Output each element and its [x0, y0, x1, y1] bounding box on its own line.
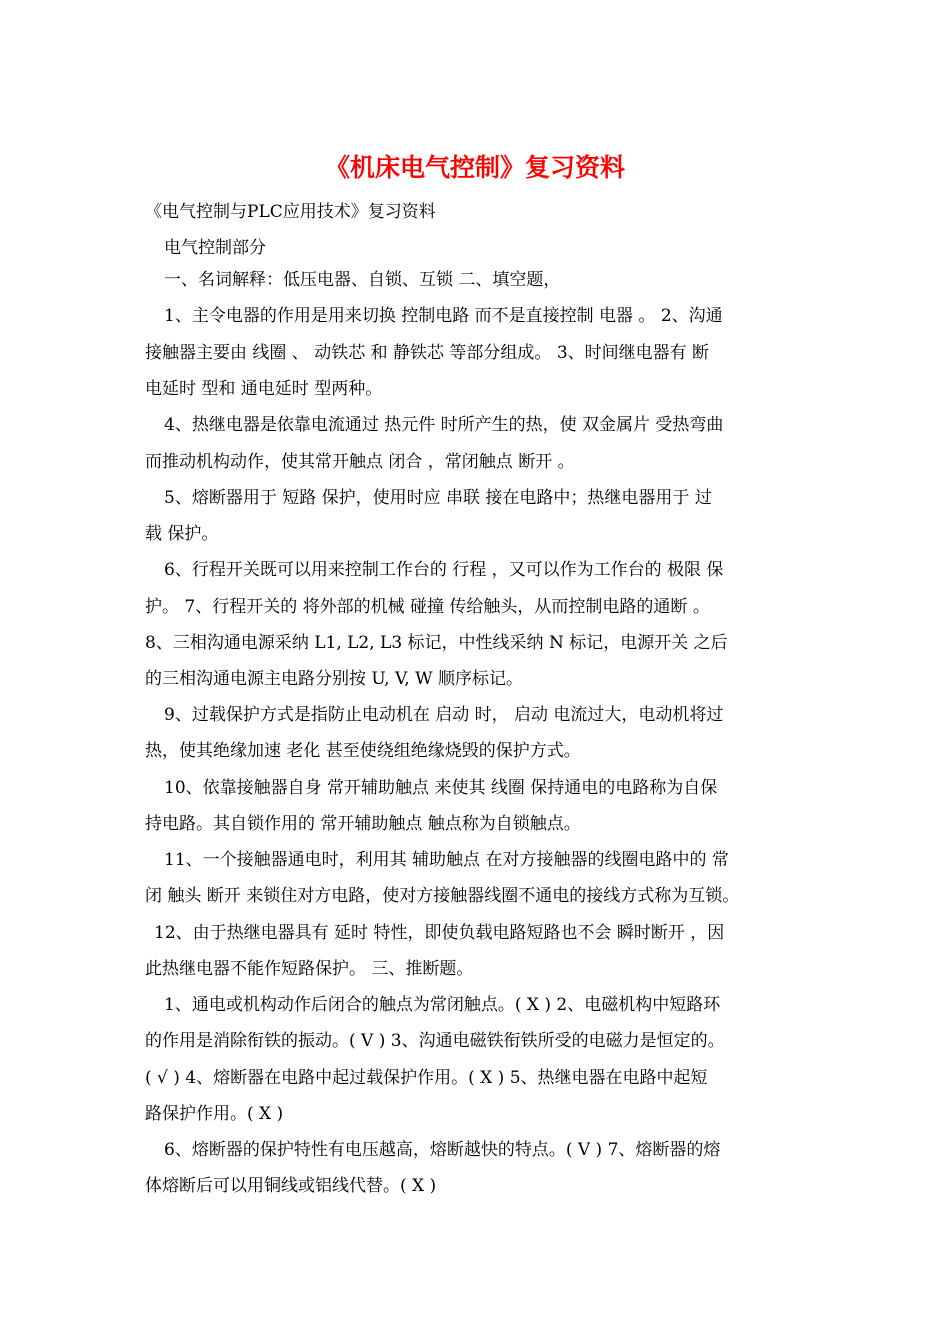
text-line: 12、由于热继电器具有 延时 特性，即使负载电路短路也不会 瞬时断开 ，因 [154, 923, 725, 943]
text-line: 4、热继电器是依靠电流通过 热元件 时所产生的热，使 双金属片 受热弯曲 [164, 415, 724, 435]
text-line: 8、三相沟通电源采纳 L1, L2, L3 标记，中性线采纳 N 标记，电源开关 之后 [145, 633, 728, 653]
text-line: 持电路。其自锁作用的 常开辅助触点 触点称为自锁触点。 [145, 814, 581, 834]
text-line: 1、通电或机构动作后闭合的触点为常闭触点。( X ) 2、电磁机构中短路环 [164, 995, 721, 1015]
text-line: 6、熔断器的保护特性有电压越高，熔断越快的特点。( V ) 7、熔断器的熔 [164, 1140, 721, 1160]
text-line: 的作用是消除衔铁的振动。( V ) 3、沟通电磁铁衔铁所受的电磁力是恒定的。 [145, 1031, 725, 1051]
text-line: 路保护作用。( X ) [145, 1104, 284, 1124]
text-line: 载 保护。 [145, 524, 219, 544]
text-line: 1、主令电器的作用是用来切换 控制电路 而不是直接控制 电器 。 2、沟通 [164, 306, 723, 326]
text-line: 10、依靠接触器自身 常开辅助触点 来使其 线圈 保持通电的电路称为自保 [164, 778, 718, 798]
text-line: 一、名词解释：低压电器、自锁、互锁 二、填空题， [164, 270, 561, 290]
text-line: 11、一个接触器通电时，利用其 辅助触点 在对方接触器的线圈电路中的 常 [164, 850, 729, 870]
text-line: 电延时 型和 通电延时 型两种。 [145, 379, 383, 399]
text-line: 体熔断后可以用铜线或铝线代替。( X ) [145, 1176, 437, 1196]
text-line: 护。 7、行程开关的 将外部的机械 碰撞 传给触头，从而控制电路的通断 。 [145, 597, 710, 617]
text-line: 的三相沟通电源主电路分别按 U, V, W 顺序标记。 [145, 669, 523, 689]
text-line: 6、行程开关既可以用来控制工作台的 行程 ，又可以作为工作台的 极限 保 [164, 560, 724, 580]
text-line: 热，使其绝缘加速 老化 甚至使绕组绝缘烧毁的保护方式。 [145, 741, 581, 761]
text-line: 闭 触头 断开 来锁住对方电路，使对方接触器线圈不通电的接线方式称为互锁。 [145, 886, 740, 906]
text-line: 此热继电器不能作短路保护。 三、推断题。 [145, 959, 474, 979]
document-title: 《机床电气控制》复习资料 [324, 153, 625, 182]
text-line: ( √ ) 4、熔断器在电路中起过载保护作用。( X ) 5、热继电器在电路中起短 [145, 1068, 708, 1088]
text-line: 电气控制部分 [164, 238, 266, 258]
text-line: 《电气控制与PLC应用技术》复习资料 [145, 202, 436, 222]
text-line: 9、过载保护方式是指防止电动机在 启动 时， 启动 电流过大，电动机将过 [164, 705, 724, 725]
text-line: 接触器主要由 线圈 、 动铁芯 和 静铁芯 等部分组成。 3、时间继电器有 断 [145, 343, 710, 363]
text-line: 5、熔断器用于 短路 保护，使用时应 串联 接在电路中；热继电器用于 过 [164, 488, 712, 508]
text-line: 而推动机构动作，使其常开触点 闭合 ，常闭触点 断开 。 [145, 452, 575, 472]
